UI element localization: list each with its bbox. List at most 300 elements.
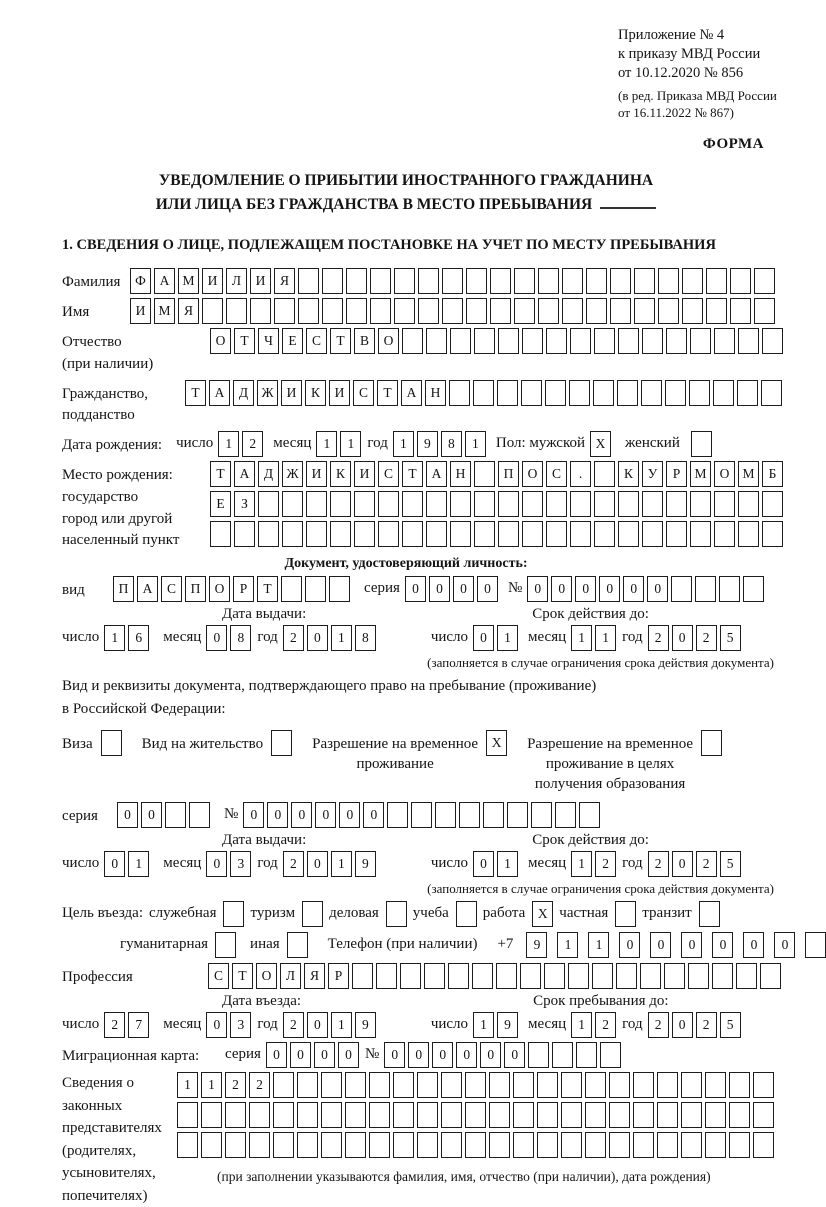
form-cell[interactable] (585, 1072, 606, 1098)
form-cell[interactable] (473, 380, 494, 406)
form-cell[interactable] (521, 380, 542, 406)
form-cell[interactable]: 0 (623, 576, 644, 602)
purpose-private-checkbox[interactable] (615, 901, 636, 927)
form-cell[interactable] (426, 521, 447, 547)
form-cell[interactable]: 1 (331, 851, 352, 877)
form-cell[interactable]: К (618, 461, 639, 487)
form-cell[interactable] (411, 802, 432, 828)
form-cell[interactable] (609, 1102, 630, 1128)
form-cell[interactable] (466, 298, 487, 324)
form-cell[interactable] (592, 963, 613, 989)
form-cell[interactable] (522, 491, 543, 517)
form-cell[interactable]: Т (210, 461, 231, 487)
form-cell[interactable] (537, 1132, 558, 1158)
form-cell[interactable]: 0 (527, 576, 548, 602)
form-cell[interactable] (570, 521, 591, 547)
form-cell[interactable] (576, 1042, 597, 1068)
form-cell[interactable] (370, 298, 391, 324)
form-cell[interactable]: 2 (696, 1012, 717, 1038)
form-cell[interactable]: О (378, 328, 399, 354)
form-cell[interactable] (610, 298, 631, 324)
form-cell[interactable]: 0 (551, 576, 572, 602)
form-cell[interactable]: 0 (104, 851, 125, 877)
form-cell[interactable]: С (546, 461, 567, 487)
form-cell[interactable] (665, 380, 686, 406)
form-cell[interactable]: 0 (672, 1012, 693, 1038)
form-cell[interactable] (369, 1102, 390, 1128)
form-cell[interactable] (657, 1102, 678, 1128)
form-cell[interactable]: 1 (595, 625, 616, 651)
form-cell[interactable]: Ж (257, 380, 278, 406)
form-cell[interactable]: Ж (282, 461, 303, 487)
form-cell[interactable] (689, 380, 710, 406)
visa-checkbox[interactable] (101, 730, 122, 756)
form-cell[interactable] (273, 1072, 294, 1098)
form-cell[interactable]: О (256, 963, 277, 989)
form-cell[interactable] (474, 521, 495, 547)
form-cell[interactable] (528, 1042, 549, 1068)
form-cell[interactable] (570, 328, 591, 354)
form-cell[interactable] (719, 576, 740, 602)
form-cell[interactable] (714, 491, 735, 517)
form-cell[interactable] (633, 1132, 654, 1158)
form-cell[interactable] (579, 802, 600, 828)
form-cell[interactable] (682, 268, 703, 294)
form-cell[interactable] (761, 380, 782, 406)
form-cell[interactable]: Е (210, 491, 231, 517)
form-cell[interactable] (441, 1072, 462, 1098)
form-cell[interactable] (418, 298, 439, 324)
form-cell[interactable]: 0 (650, 932, 671, 958)
form-cell[interactable] (714, 328, 735, 354)
form-cell[interactable] (544, 963, 565, 989)
form-cell[interactable] (754, 298, 775, 324)
form-cell[interactable] (474, 491, 495, 517)
form-cell[interactable] (305, 576, 326, 602)
form-cell[interactable] (616, 963, 637, 989)
form-cell[interactable] (681, 1072, 702, 1098)
form-cell[interactable] (442, 268, 463, 294)
form-cell[interactable] (465, 1132, 486, 1158)
form-cell[interactable]: Д (233, 380, 254, 406)
form-cell[interactable] (249, 1132, 270, 1158)
form-cell[interactable]: 8 (230, 625, 251, 651)
form-cell[interactable] (569, 380, 590, 406)
form-cell[interactable] (642, 328, 663, 354)
form-cell[interactable]: 0 (432, 1042, 453, 1068)
form-cell[interactable] (594, 461, 615, 487)
form-cell[interactable] (695, 576, 716, 602)
form-cell[interactable] (634, 268, 655, 294)
form-cell[interactable]: 1 (557, 932, 578, 958)
form-cell[interactable] (546, 491, 567, 517)
form-cell[interactable] (442, 298, 463, 324)
form-cell[interactable] (617, 380, 638, 406)
form-cell[interactable] (321, 1102, 342, 1128)
form-cell[interactable] (387, 802, 408, 828)
form-cell[interactable]: 0 (619, 932, 640, 958)
form-cell[interactable]: И (306, 461, 327, 487)
purpose-business-checkbox[interactable] (386, 901, 407, 927)
form-cell[interactable] (498, 521, 519, 547)
form-cell[interactable] (610, 268, 631, 294)
form-cell[interactable]: С (208, 963, 229, 989)
form-cell[interactable] (393, 1072, 414, 1098)
form-cell[interactable]: Т (257, 576, 278, 602)
form-cell[interactable]: 2 (696, 625, 717, 651)
form-cell[interactable] (448, 963, 469, 989)
form-cell[interactable]: 0 (267, 802, 288, 828)
form-cell[interactable] (189, 802, 210, 828)
form-cell[interactable]: Р (328, 963, 349, 989)
form-cell[interactable]: И (354, 461, 375, 487)
form-cell[interactable]: 1 (316, 431, 337, 457)
form-cell[interactable]: 1 (571, 1012, 592, 1038)
form-cell[interactable]: 0 (206, 851, 227, 877)
form-cell[interactable] (753, 1132, 774, 1158)
form-cell[interactable] (306, 521, 327, 547)
form-cell[interactable] (729, 1132, 750, 1158)
form-cell[interactable]: 2 (242, 431, 263, 457)
form-cell[interactable]: 1 (331, 1012, 352, 1038)
form-cell[interactable]: 0 (384, 1042, 405, 1068)
form-cell[interactable] (370, 268, 391, 294)
form-cell[interactable] (258, 491, 279, 517)
form-cell[interactable]: 1 (331, 625, 352, 651)
purpose-other-checkbox[interactable] (287, 932, 308, 958)
form-cell[interactable] (641, 380, 662, 406)
form-cell[interactable] (177, 1132, 198, 1158)
form-cell[interactable]: 1 (393, 431, 414, 457)
form-cell[interactable]: Я (178, 298, 199, 324)
form-cell[interactable]: 0 (429, 576, 450, 602)
form-cell[interactable] (738, 521, 759, 547)
form-cell[interactable] (441, 1132, 462, 1158)
form-cell[interactable]: 0 (266, 1042, 287, 1068)
form-cell[interactable] (754, 268, 775, 294)
form-cell[interactable]: А (401, 380, 422, 406)
form-cell[interactable] (658, 298, 679, 324)
form-cell[interactable]: П (498, 461, 519, 487)
purpose-humanitarian-checkbox[interactable] (215, 932, 236, 958)
form-cell[interactable]: Т (234, 328, 255, 354)
form-cell[interactable] (369, 1072, 390, 1098)
form-cell[interactable]: Я (304, 963, 325, 989)
form-cell[interactable] (690, 491, 711, 517)
form-cell[interactable] (609, 1132, 630, 1158)
form-cell[interactable] (640, 963, 661, 989)
form-cell[interactable]: М (738, 461, 759, 487)
purpose-work-checkbox[interactable]: X (532, 901, 553, 927)
form-cell[interactable] (738, 328, 759, 354)
form-cell[interactable] (706, 268, 727, 294)
form-cell[interactable] (321, 1072, 342, 1098)
form-cell[interactable]: 0 (480, 1042, 501, 1068)
form-cell[interactable]: 1 (177, 1072, 198, 1098)
form-cell[interactable] (537, 1102, 558, 1128)
form-cell[interactable] (424, 963, 445, 989)
form-cell[interactable] (762, 328, 783, 354)
form-cell[interactable] (538, 268, 559, 294)
form-cell[interactable] (743, 576, 764, 602)
form-cell[interactable] (664, 963, 685, 989)
form-cell[interactable]: 0 (504, 1042, 525, 1068)
form-cell[interactable] (352, 963, 373, 989)
form-cell[interactable] (531, 802, 552, 828)
form-cell[interactable]: 8 (355, 625, 376, 651)
form-cell[interactable] (666, 328, 687, 354)
form-cell[interactable]: Н (450, 461, 471, 487)
form-cell[interactable]: 0 (473, 851, 494, 877)
form-cell[interactable]: 2 (283, 1012, 304, 1038)
form-cell[interactable]: 0 (243, 802, 264, 828)
form-cell[interactable] (682, 298, 703, 324)
form-cell[interactable]: 0 (141, 802, 162, 828)
form-cell[interactable]: 6 (128, 625, 149, 651)
title-blank-field[interactable] (600, 195, 656, 209)
form-cell[interactable]: О (209, 576, 230, 602)
form-cell[interactable] (714, 521, 735, 547)
form-cell[interactable] (634, 298, 655, 324)
form-cell[interactable] (274, 298, 295, 324)
form-cell[interactable]: 0 (477, 576, 498, 602)
form-cell[interactable]: 1 (340, 431, 361, 457)
form-cell[interactable] (459, 802, 480, 828)
form-cell[interactable] (378, 521, 399, 547)
form-cell[interactable] (545, 380, 566, 406)
form-cell[interactable]: С (161, 576, 182, 602)
form-cell[interactable] (297, 1102, 318, 1128)
form-cell[interactable] (546, 521, 567, 547)
form-cell[interactable]: О (210, 328, 231, 354)
form-cell[interactable]: 0 (575, 576, 596, 602)
form-cell[interactable] (402, 328, 423, 354)
form-cell[interactable] (345, 1102, 366, 1128)
form-cell[interactable] (322, 298, 343, 324)
sex-female-checkbox[interactable] (691, 431, 712, 457)
form-cell[interactable]: 0 (290, 1042, 311, 1068)
form-cell[interactable]: П (113, 576, 134, 602)
form-cell[interactable]: А (137, 576, 158, 602)
form-cell[interactable]: Т (185, 380, 206, 406)
form-cell[interactable] (249, 1102, 270, 1128)
form-cell[interactable] (609, 1072, 630, 1098)
form-cell[interactable]: 5 (720, 851, 741, 877)
form-cell[interactable] (450, 328, 471, 354)
form-cell[interactable] (489, 1102, 510, 1128)
form-cell[interactable] (657, 1072, 678, 1098)
form-cell[interactable] (273, 1102, 294, 1128)
form-cell[interactable]: 0 (456, 1042, 477, 1068)
form-cell[interactable] (642, 521, 663, 547)
form-cell[interactable] (329, 576, 350, 602)
form-cell[interactable] (321, 1132, 342, 1158)
form-cell[interactable] (561, 1132, 582, 1158)
form-cell[interactable]: Н (425, 380, 446, 406)
form-cell[interactable] (705, 1132, 726, 1158)
form-cell[interactable]: 9 (355, 1012, 376, 1038)
form-cell[interactable] (522, 328, 543, 354)
form-cell[interactable]: С (378, 461, 399, 487)
form-cell[interactable] (513, 1072, 534, 1098)
form-cell[interactable] (354, 491, 375, 517)
form-cell[interactable]: 7 (128, 1012, 149, 1038)
form-cell[interactable] (729, 1072, 750, 1098)
form-cell[interactable]: С (306, 328, 327, 354)
form-cell[interactable] (402, 491, 423, 517)
form-cell[interactable] (762, 491, 783, 517)
form-cell[interactable]: 5 (720, 1012, 741, 1038)
form-cell[interactable]: Р (666, 461, 687, 487)
edu-residence-checkbox[interactable] (701, 730, 722, 756)
form-cell[interactable]: И (281, 380, 302, 406)
form-cell[interactable]: П (185, 576, 206, 602)
form-cell[interactable] (282, 521, 303, 547)
form-cell[interactable] (600, 1042, 621, 1068)
form-cell[interactable]: Т (232, 963, 253, 989)
form-cell[interactable] (658, 268, 679, 294)
form-cell[interactable] (330, 521, 351, 547)
form-cell[interactable]: Л (280, 963, 301, 989)
form-cell[interactable] (298, 298, 319, 324)
purpose-transit-checkbox[interactable] (699, 901, 720, 927)
form-cell[interactable] (760, 963, 781, 989)
form-cell[interactable] (561, 1102, 582, 1128)
form-cell[interactable] (450, 491, 471, 517)
form-cell[interactable]: 0 (307, 1012, 328, 1038)
form-cell[interactable] (345, 1072, 366, 1098)
form-cell[interactable] (202, 298, 223, 324)
form-cell[interactable]: К (305, 380, 326, 406)
form-cell[interactable]: 9 (417, 431, 438, 457)
form-cell[interactable]: Р (233, 576, 254, 602)
form-cell[interactable]: К (330, 461, 351, 487)
form-cell[interactable]: Д (258, 461, 279, 487)
form-cell[interactable] (378, 491, 399, 517)
form-cell[interactable] (346, 298, 367, 324)
form-cell[interactable] (666, 521, 687, 547)
form-cell[interactable]: 9 (497, 1012, 518, 1038)
form-cell[interactable] (394, 268, 415, 294)
form-cell[interactable] (586, 268, 607, 294)
form-cell[interactable]: 1 (465, 431, 486, 457)
form-cell[interactable] (618, 491, 639, 517)
form-cell[interactable] (705, 1102, 726, 1128)
form-cell[interactable] (490, 268, 511, 294)
form-cell[interactable] (225, 1102, 246, 1128)
form-cell[interactable] (753, 1102, 774, 1128)
form-cell[interactable]: А (154, 268, 175, 294)
form-cell[interactable] (705, 1072, 726, 1098)
form-cell[interactable]: Т (330, 328, 351, 354)
form-cell[interactable]: 0 (681, 932, 702, 958)
form-cell[interactable] (297, 1072, 318, 1098)
form-cell[interactable] (165, 802, 186, 828)
form-cell[interactable] (281, 576, 302, 602)
form-cell[interactable]: 2 (104, 1012, 125, 1038)
form-cell[interactable]: Б (762, 461, 783, 487)
form-cell[interactable]: 1 (473, 1012, 494, 1038)
form-cell[interactable]: 2 (595, 1012, 616, 1038)
form-cell[interactable]: . (570, 461, 591, 487)
form-cell[interactable] (730, 268, 751, 294)
form-cell[interactable] (555, 802, 576, 828)
form-cell[interactable] (298, 268, 319, 294)
form-cell[interactable]: 1 (218, 431, 239, 457)
form-cell[interactable] (737, 380, 758, 406)
form-cell[interactable] (466, 268, 487, 294)
form-cell[interactable]: 9 (355, 851, 376, 877)
form-cell[interactable] (472, 963, 493, 989)
form-cell[interactable] (671, 576, 692, 602)
form-cell[interactable]: Ч (258, 328, 279, 354)
form-cell[interactable]: О (522, 461, 543, 487)
form-cell[interactable] (712, 963, 733, 989)
form-cell[interactable] (762, 521, 783, 547)
form-cell[interactable] (393, 1132, 414, 1158)
form-cell[interactable]: 0 (405, 576, 426, 602)
form-cell[interactable] (498, 328, 519, 354)
form-cell[interactable] (568, 963, 589, 989)
form-cell[interactable]: 1 (104, 625, 125, 651)
form-cell[interactable]: 1 (588, 932, 609, 958)
form-cell[interactable]: 0 (743, 932, 764, 958)
form-cell[interactable] (552, 1042, 573, 1068)
form-cell[interactable] (474, 328, 495, 354)
form-cell[interactable] (690, 521, 711, 547)
form-cell[interactable] (618, 521, 639, 547)
form-cell[interactable]: 0 (291, 802, 312, 828)
form-cell[interactable]: 1 (497, 851, 518, 877)
form-cell[interactable] (514, 268, 535, 294)
form-cell[interactable] (805, 932, 826, 958)
form-cell[interactable] (753, 1072, 774, 1098)
form-cell[interactable] (681, 1132, 702, 1158)
form-cell[interactable] (258, 521, 279, 547)
form-cell[interactable] (497, 380, 518, 406)
form-cell[interactable]: 2 (283, 851, 304, 877)
form-cell[interactable] (496, 963, 517, 989)
form-cell[interactable]: 1 (201, 1072, 222, 1098)
form-cell[interactable] (681, 1102, 702, 1128)
form-cell[interactable]: И (130, 298, 151, 324)
form-cell[interactable] (538, 298, 559, 324)
form-cell[interactable]: 0 (672, 625, 693, 651)
form-cell[interactable] (435, 802, 456, 828)
form-cell[interactable] (282, 491, 303, 517)
form-cell[interactable]: И (329, 380, 350, 406)
form-cell[interactable]: 0 (307, 851, 328, 877)
form-cell[interactable] (297, 1132, 318, 1158)
purpose-study-checkbox[interactable] (456, 901, 477, 927)
form-cell[interactable]: 0 (206, 1012, 227, 1038)
temp-residence-checkbox[interactable]: X (486, 730, 507, 756)
form-cell[interactable]: 0 (363, 802, 384, 828)
form-cell[interactable]: 0 (206, 625, 227, 651)
form-cell[interactable]: 0 (408, 1042, 429, 1068)
form-cell[interactable]: 0 (712, 932, 733, 958)
form-cell[interactable]: 2 (249, 1072, 270, 1098)
form-cell[interactable] (250, 298, 271, 324)
form-cell[interactable]: 0 (453, 576, 474, 602)
form-cell[interactable] (507, 802, 528, 828)
form-cell[interactable]: 0 (339, 802, 360, 828)
form-cell[interactable] (201, 1102, 222, 1128)
form-cell[interactable]: 2 (648, 625, 669, 651)
form-cell[interactable]: У (642, 461, 663, 487)
form-cell[interactable]: 0 (473, 625, 494, 651)
form-cell[interactable] (498, 491, 519, 517)
